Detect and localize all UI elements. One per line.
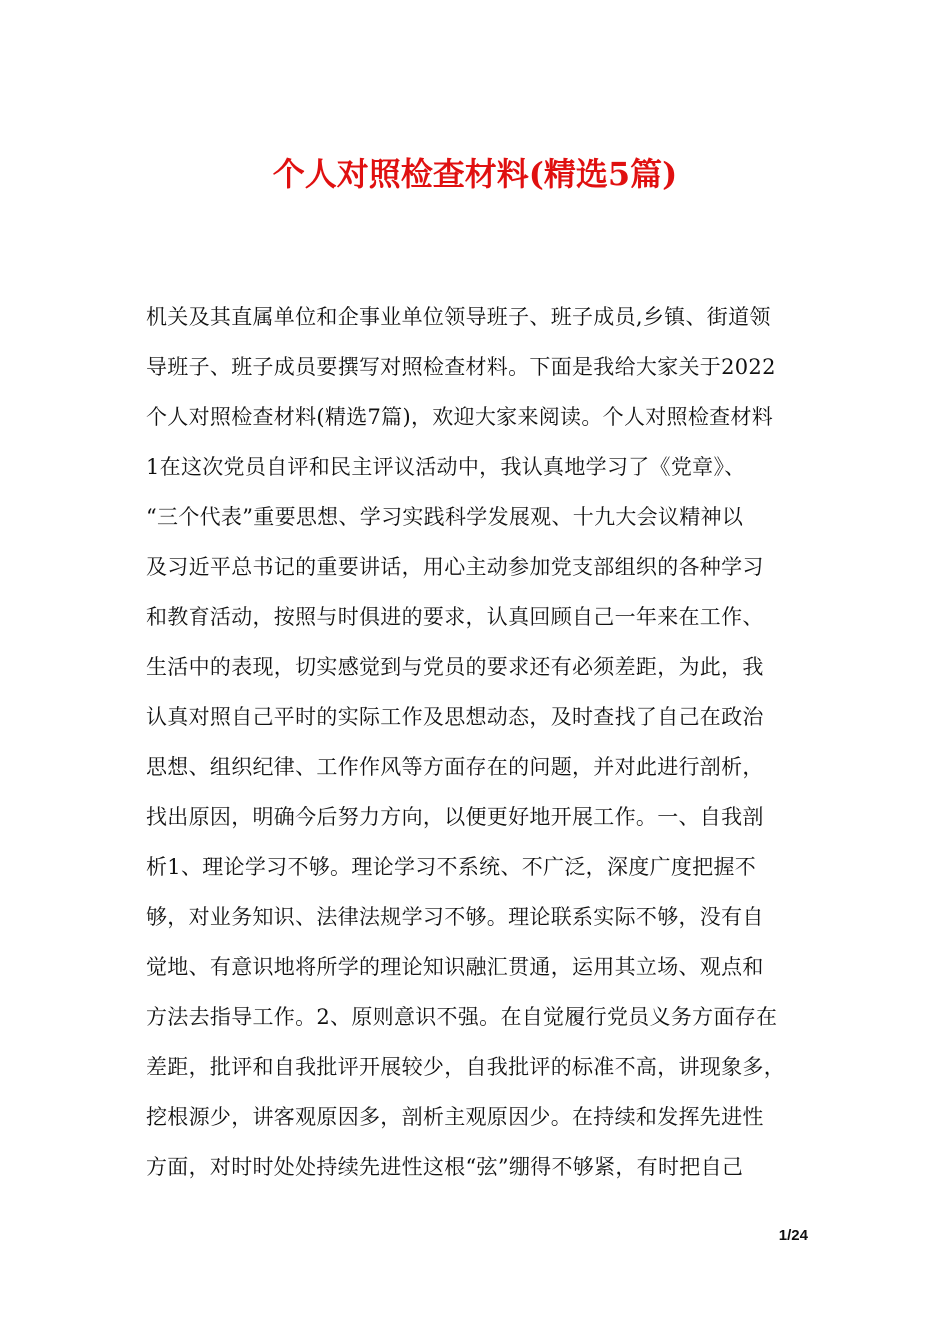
body-line: 认真对照自己平时的实际工作及思想动态，及时查找了自己在政治 xyxy=(146,705,764,729)
body-line: 挖根源少，讲客观原因多，剖析主观原因少。在持续和发挥先进性 xyxy=(146,1105,764,1129)
body-line: 生活中的表现，切实感觉到与党员的要求还有必须差距，为此，我 xyxy=(146,655,764,679)
body-line: 够，对业务知识、法律法规学习不够。理论联系实际不够，没有自 xyxy=(146,905,764,929)
body-line: 方面，对时时处处持续先进性这根“弦”绷得不够紧，有时把自己 xyxy=(146,1155,744,1179)
body-line: 1在这次党员自评和民主评议活动中，我认真地学习了《党章》、 xyxy=(146,455,746,479)
body-line: 及习近平总书记的重要讲话，用心主动参加党支部组织的各种学习 xyxy=(146,555,764,579)
document-body xyxy=(146,292,816,1192)
body-line: 思想、组织纪律、工作作风等方面存在的问题，并对此进行剖析， xyxy=(146,755,764,779)
body-line: 导班子、班子成员要撰写对照检查材料。下面是我给大家关于2022 xyxy=(146,355,776,379)
body-line: 方法去指导工作。2、原则意识不强。在自觉履行党员义务方面存在 xyxy=(146,1005,778,1029)
body-line: 析1、理论学习不够。理论学习不系统、不广泛，深度广度把握不 xyxy=(146,855,757,879)
body-line: 找出原因，明确今后努力方向，以便更好地开展工作。一、自我剖 xyxy=(146,805,764,829)
body-line: “三个代表”重要思想、学习实践科学发展观、十九大会议精神以 xyxy=(146,505,744,529)
body-line: 个人对照检查材料(精选7篇)，欢迎大家来阅读。个人对照检查材料 xyxy=(146,405,774,429)
body-line: 和教育活动，按照与时俱进的要求，认真回顾自己一年来在工作、 xyxy=(146,605,764,629)
document-title: 个人对照检查材料(精选5篇) xyxy=(272,155,678,193)
body-line: 差距，批评和自我批评开展较少，自我批评的标准不高，讲现象多， xyxy=(146,1055,785,1079)
body-line: 机关及其直属单位和企事业单位领导班子、班子成员,乡镇、街道领 xyxy=(146,305,771,329)
body-line: 觉地、有意识地将所学的理论知识融汇贯通，运用其立场、观点和 xyxy=(146,955,764,979)
page-number: 1/24 xyxy=(778,1227,808,1244)
